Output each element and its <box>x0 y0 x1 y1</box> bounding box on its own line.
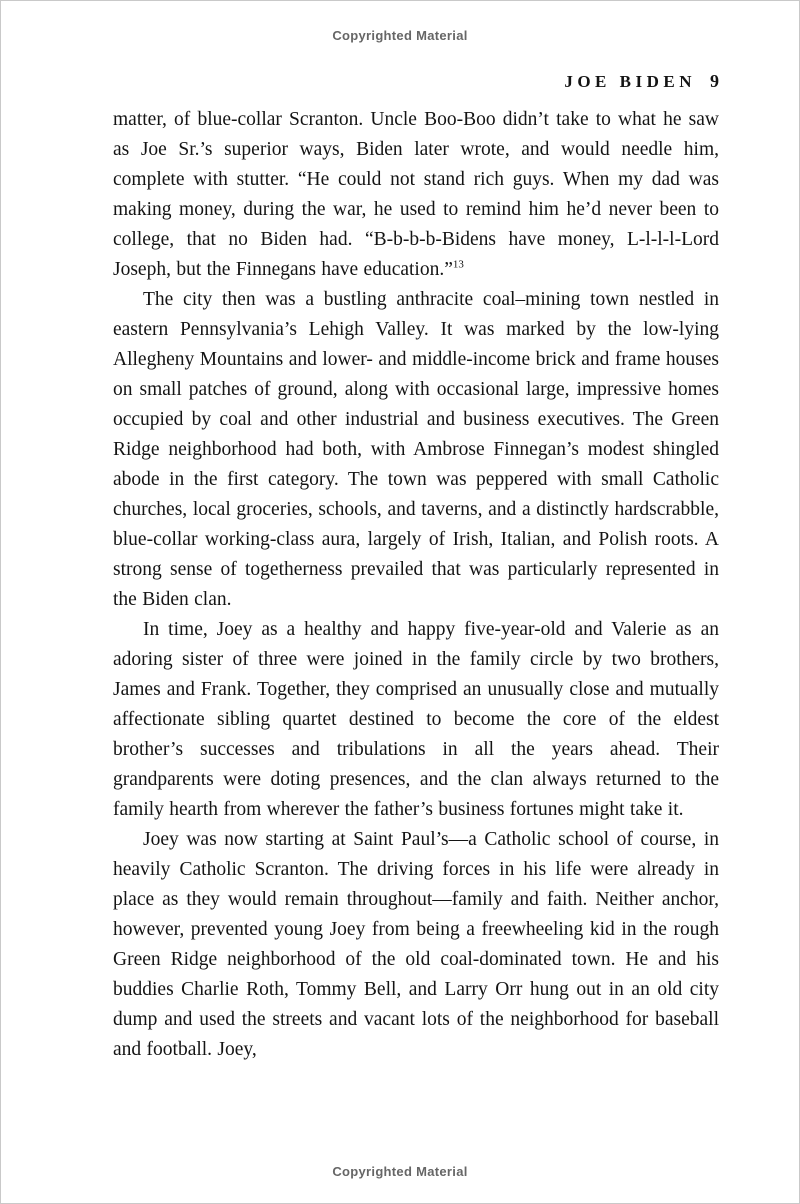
paragraph <box>113 825 719 1065</box>
footnote-marker: 13 <box>452 258 464 271</box>
running-header <box>113 71 719 92</box>
copyright-notice-bottom: Copyrighted Material <box>332 1164 468 1179</box>
copyright-notice-top: Copyrighted Material <box>332 28 468 43</box>
paragraph <box>113 105 719 285</box>
paragraph-text: The city then was a bustling anthracite coal–mining town nestled in eastern Pennsylvania’s Lehigh Valley. It was marked by the low-lying Allegheny Mountains and lower- and middle-income brick and frame houses on small patches of ground, along with occasional large, impressive homes occupied by coal and other industrial and business executives. The Green Ridge neighborhood had both, with Ambrose Finnegan’s modest shingled abode in the first category. The town was peppered with small Catholic churches, local groceries, schools, and taverns, and a distinctly hardscrabble, blue-collar working-class aura, largely of Irish, Italian, and Polish roots. A strong sense of togetherness prevailed that was particularly represented in the Biden clan. <box>113 289 719 610</box>
paragraph-text: matter, of blue-collar Scranton. Uncle Boo-Boo didn’t take to what he saw as Joe Sr.’s superior ways, Biden later wrote, and would needle him, complete with stutter. “He could not stand rich guys. When my dad was making money, during the war, he used to remind him he’d never been to college, that no Biden had. “B-b-b-b-Bidens have money, L-l-l-l-Lord Joseph, but the Finnegans have education.” <box>113 109 719 280</box>
page-body <box>113 105 719 1065</box>
running-header-title: JOE BIDEN <box>564 72 696 91</box>
paragraph <box>113 615 719 825</box>
paragraph <box>113 285 719 615</box>
paragraph-text: In time, Joey as a healthy and happy five-year-old and Valerie as an adoring sister of three were joined in the family circle by two brothers, James and Frank. Together, they comprised an unusually close and mutually affectionate sibling quartet destined to become the core of the eldest brother’s successes and tribulations in all the years ahead. Their grandparents were doting presences, and the clan always returned to the family hearth from wherever the father’s business fortunes might take it. <box>113 619 719 820</box>
page-number: 9 <box>710 71 719 91</box>
paragraph-text: Joey was now starting at Saint Paul’s—a Catholic school of course, in heavily Catholic Scranton. The driving forces in his life were already in place as they would remain throughout—family and faith. Neither anchor, however, prevented young Joey from being a freewheeling kid in the rough Green Ridge neighborhood of the old coal-dominated town. He and his buddies Charlie Roth, Tommy Bell, and Larry Orr hung out in an old city dump and used the streets and vacant lots of the neighborhood for baseball and football. Joey, <box>113 829 719 1060</box>
